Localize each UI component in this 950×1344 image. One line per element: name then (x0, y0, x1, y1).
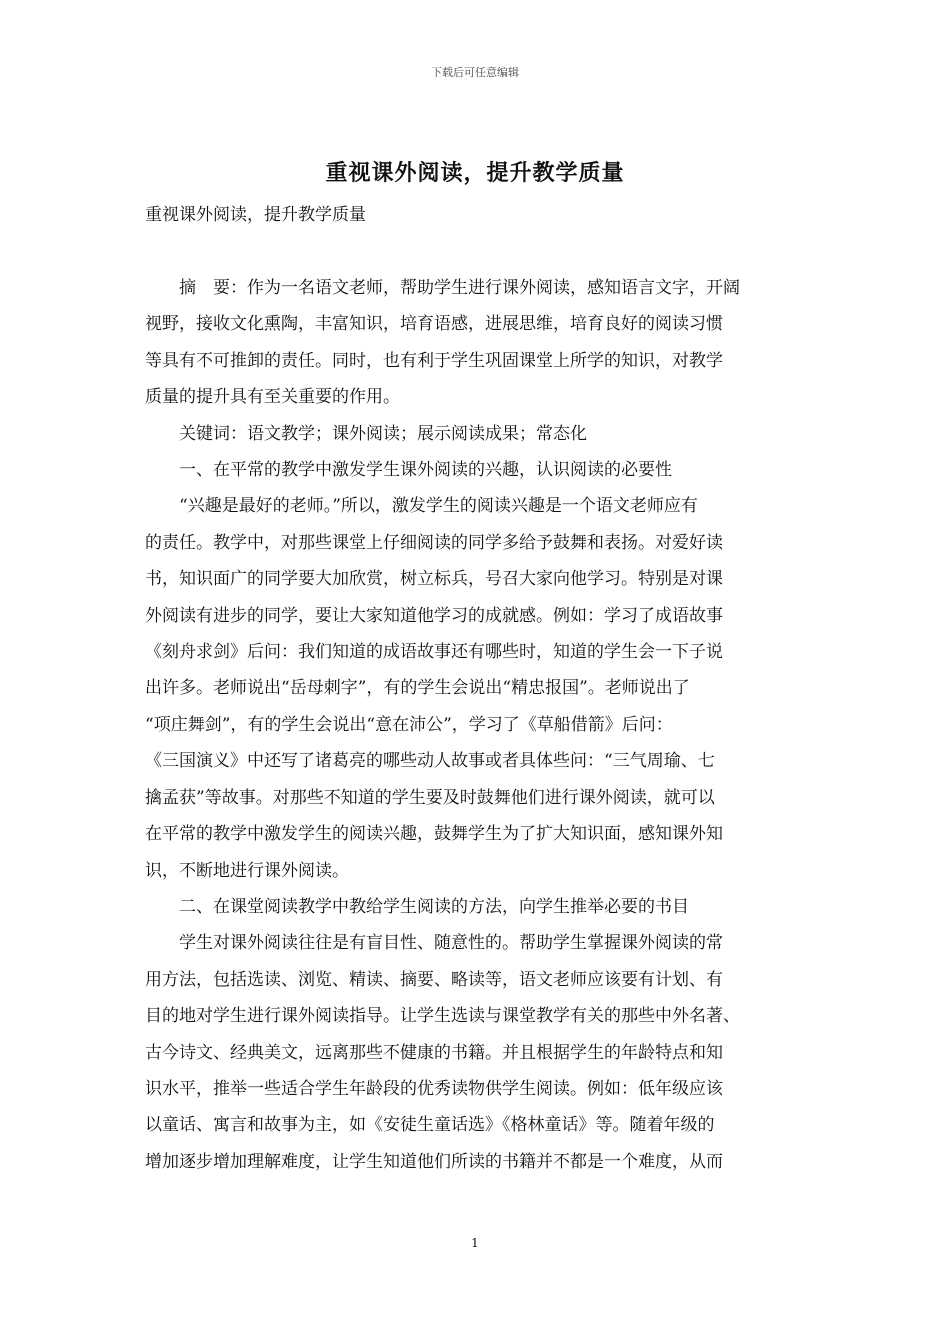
text-line: 一、在平常的教学中激发学生课外阅读的兴趣，认识阅读的必要性 (145, 460, 672, 481)
text-line: 出许多。老师说出“岳母刺字”，有的学生会说出“精忠报国”。老师说出了 (145, 678, 690, 699)
text-line: 在平常的教学中激发学生的阅读兴趣，鼓舞学生为了扩大知识面，感知课外知 (145, 824, 723, 845)
text-line: 《三国演义》中还写了诸葛亮的哪些动人故事或者具体些问：“三气周瑜、七 (145, 751, 715, 772)
text-line: 学生对课外阅读往往是有盲目性、随意性的。帮助学生掌握课外阅读的常 (145, 933, 723, 954)
document-body (145, 270, 805, 1180)
text-line: 关键词：语文教学；课外阅读；展示阅读成果；常态化 (145, 423, 587, 444)
text-line: 视野，接收文化熏陶，丰富知识，培育语感，进展思维，培育良好的阅读习惯 (145, 314, 723, 335)
text-line: 用方法，包括选读、浏览、精读、摘要、略读等，语文老师应该要有计划、有 (145, 969, 723, 990)
text-line: 增加逐步增加理解难度，让学生知道他们所读的书籍并不都是一个难度，从而 (145, 1151, 723, 1172)
text-line: 《刻舟求剑》后问：我们知道的成语故事还有哪些时，知道的学生会一下子说 (145, 642, 723, 663)
document-title: 重视课外阅读，提升教学质量 (325, 160, 625, 186)
text-line: 擒孟获”等故事。对那些不知道的学生要及时鼓舞他们进行课外阅读，就可以 (145, 787, 715, 808)
text-line: 等具有不可推卸的责任。同时，也有利于学生巩固课堂上所学的知识，对教学 (145, 350, 723, 371)
document-subtitle: 重视课外阅读，提升教学质量 (145, 205, 366, 225)
page-header: 下载后可任意编辑 (431, 66, 519, 79)
text-line: 目的地对学生进行课外阅读指导。让学生选读与课堂教学有关的那些中外名著、 (145, 1006, 740, 1027)
page-number: 1 (471, 1236, 479, 1250)
text-line: 外阅读有进步的同学，要让大家知道他学习的成就感。例如：学习了成语故事 (145, 605, 723, 626)
text-line: 质量的提升具有至关重要的作用。 (145, 387, 400, 408)
text-line: 古今诗文、经典美文，远离那些不健康的书籍。并且根据学生的年龄特点和知 (145, 1042, 723, 1063)
text-line: 书，知识面广的同学要大加欣赏，树立标兵，号召大家向他学习。特别是对课 (145, 569, 723, 590)
text-line: 摘 要：作为一名语文老师，帮助学生进行课外阅读，感知语言文字，开阔 (145, 278, 740, 298)
text-line: 识，不断地进行课外阅读。 (145, 860, 349, 881)
text-line: 的责任。教学中，对那些课堂上仔细阅读的同学多给予鼓舞和表扬。对爱好读 (145, 532, 723, 553)
text-line: “项庄舞剑”，有的学生会说出“意在沛公”，学习了《草船借箭》后问： (145, 714, 673, 735)
text-line: “兴趣是最好的老师。”所以，激发学生的阅读兴趣是一个语文老师应有 (145, 496, 698, 517)
text-line: 二、在课堂阅读教学中教给学生阅读的方法，向学生推举必要的书目 (145, 896, 689, 917)
text-line: 识水平，推举一些适合学生年龄段的优秀读物供学生阅读。例如：低年级应该 (145, 1078, 723, 1099)
text-line: 以童话、寓言和故事为主，如《安徒生童话选》《格林童话》等。随着年级的 (145, 1115, 715, 1136)
